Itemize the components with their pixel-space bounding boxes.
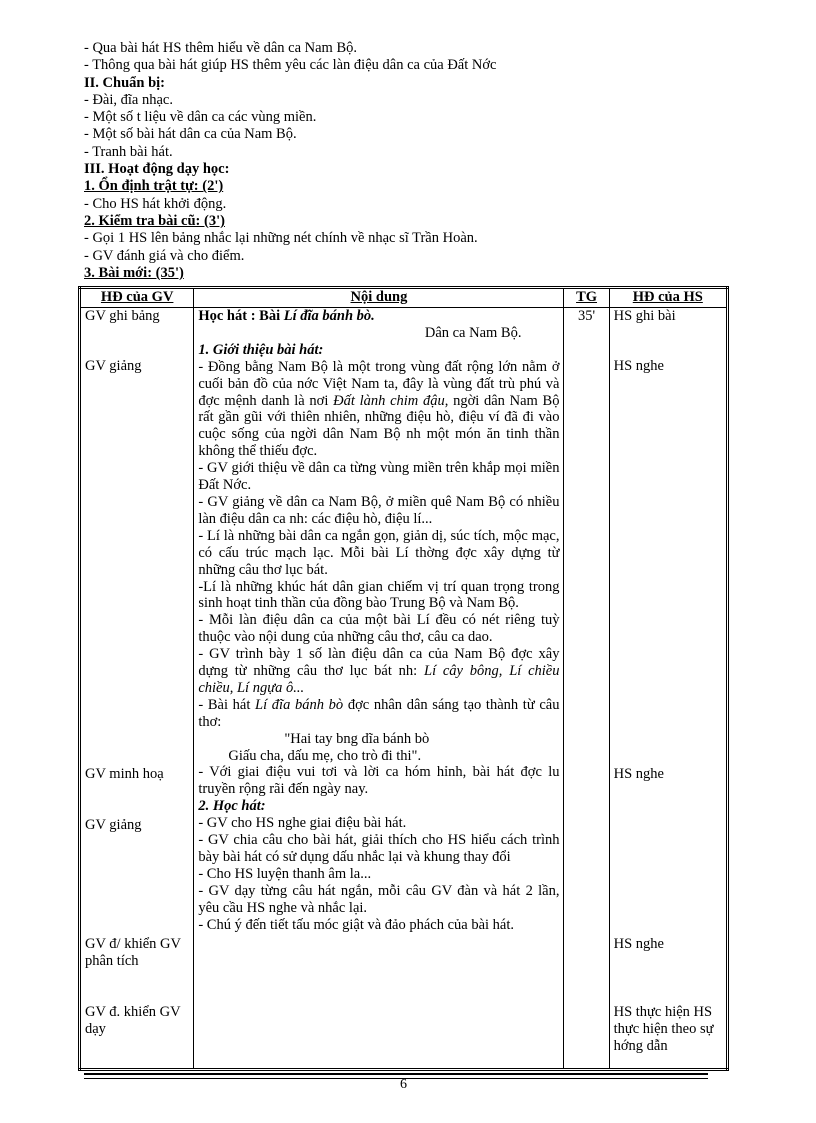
hs-label: HS nghe [613,766,664,782]
footer-line-thick [84,1073,708,1075]
prep-item: - Tranh bài hát. [84,143,173,160]
paragraph: - GV trình bày 1 số làn điệu dân ca của Nam Bộ đợc xây dựng từ những câu thơ lục bát nh: Lí cây bông, Lí chiều chiều, Lí ngựa ô... [198,646,560,696]
table-row [80,308,728,1070]
header-teacher-activity: HĐ của GV [80,288,194,308]
song-origin: Dân ca Nam Bộ. [424,324,522,341]
gv-label: GV giảng [85,358,142,374]
review-line: - GV đánh giá và cho điểm. [84,247,245,264]
prep-item: - Một số bài hát dân ca của Nam Bộ. [84,126,297,143]
subheading-new-lesson: 3. Bài mới: (35') [84,264,184,281]
paragraph: - GV giảng về dân ca Nam Bộ, ở miền quê Nam Bộ có nhiều làn điệu dân ca nh: các điệu hò, điệu lí... [198,493,560,527]
section-learn-heading: 2. Học hát: [198,798,266,815]
time-column [564,308,609,1070]
order-line: - Cho HS hát khởi động. [84,195,227,212]
paragraph: - GV giới thiệu về dân ca từng vùng miền trên khắp mọi miền Đất Nớc. [198,460,560,494]
subheading-review: 2. Kiểm tra bài cũ: (3') [84,212,225,229]
teacher-activity-column [80,308,194,1070]
lesson-table [78,286,729,1071]
section-intro-heading: 1. Giới thiệu bài hát: [198,341,324,358]
poem-line: Giấu cha, dấu mẹ, cho trò đi thi". [228,747,422,764]
objective-line-1: - Qua bài hát HS thêm hiểu về dân ca Nam Bộ. [84,40,358,56]
paragraph: - Đồng bằng Nam Bộ là một trong vùng đất rộng lớn nằm ở cuối bản đồ của nớc Việt Nam ta, đây là vùng đất trù phú và đợc mệnh danh là nơi Đất lành chim đậu, ngời dân Nam Bộ rất gần gũi với thiên nhiên, những điệu hò, điệu ví đã đi vào cuộc sống của ngời dân Nam Bộ nh một món ăn tinh thần không thể thiếu đợc. [198,358,560,460]
time-value: 35' [577,308,596,324]
gv-label: GV minh hoạ [85,766,164,782]
gv-label: GV giảng [85,817,142,833]
footer-line-thin [84,1078,708,1079]
review-line: - Gọi 1 HS lên bảng nhắc lại những nét chính về nhạc sĩ Trần Hoàn. [84,230,478,247]
header-content: Nội dung [194,288,564,308]
objective-line-2: - Thông qua bài hát giúp HS thêm yêu các làn điệu dân ca của Đất Nớc [84,57,497,74]
gv-label: GV đ/ khiển GV phân tích [85,936,181,969]
paragraph: - Chú ý đến tiết tấu móc giật và đảo phách của bài hát. [198,916,515,933]
hs-label: HS ghi bài [613,308,676,324]
hs-label: HS nghe [613,358,664,374]
paragraph: - Lí là những bài dân ca ngắn gọn, giản dị, súc tích, mộc mạc, có cấu trúc mạch lạc. Mỗi bài Lí thờng đợc xây dựng từ những câu thơ lục bát. [198,527,560,578]
gv-label: GV đ. khiển GV dạy [85,1004,181,1037]
paragraph: - Với giai điệu vui tơi và lời ca hóm hỉnh, bài hát đợc lu truyền rộng rãi đến ngày nay. [198,764,560,798]
content-column [194,308,564,1070]
section-heading-preparation: II. Chuẩn bị: [84,74,165,91]
gv-label: GV ghi bảng [85,308,160,324]
hs-label: HS nghe [613,936,664,952]
section-heading-activities: III. Hoạt động dạy học: [84,161,230,178]
paragraph: - Cho HS luyện thanh âm la... [198,865,372,882]
subheading-order: 1. Ổn định trật tự: (2') [84,178,224,195]
paragraph: - Bài hát Lí đĩa bánh bò đợc nhân dân sáng tạo thành từ câu thơ: [198,696,560,730]
paragraph: - GV cho HS nghe giai điệu bài hát. [198,815,407,832]
hs-label: HS thực hiện HS thực hiện theo sự hớng dẫn [613,1004,714,1054]
student-activity-column [609,308,727,1070]
prep-item: - Một số t liệu về dân ca các vùng miền. [84,109,317,126]
intro-section [84,40,734,282]
lesson-title: Học hát : Bài Lí đĩa bánh bò. [198,308,375,324]
paragraph: - GV dạy từng câu hát ngắn, mỗi câu GV đàn và hát 2 lần, yêu cầu HS nghe và nhắc lại. [198,882,560,916]
poem-line: "Hai tay bng dĩa bánh bò [284,730,430,747]
table-header-row [80,288,728,308]
prep-item: - Đài, đĩa nhạc. [84,91,173,108]
header-student-activity: HĐ của HS [609,288,727,308]
header-time: TG [564,288,609,308]
paragraph: - GV chia câu cho bài hát, giải thích cho HS hiểu cách trình bày bài hát có sử dụng dấu nhắc lại và khung thay đổi [198,832,560,865]
footer-rule [84,1073,708,1079]
page-number: 6 [400,1077,407,1092]
paragraph: -Lí là những khúc hát dân gian chiếm vị trí quan trọng trong sinh hoạt tinh thần của đồng bào Trung Bộ và Nam Bộ. [198,578,560,612]
paragraph: - Mỗi làn điệu dân ca của một bài Lí đều có nét riêng tuỳ thuộc vào nội dung của những câu thơ, câu ca dao. [198,612,560,646]
